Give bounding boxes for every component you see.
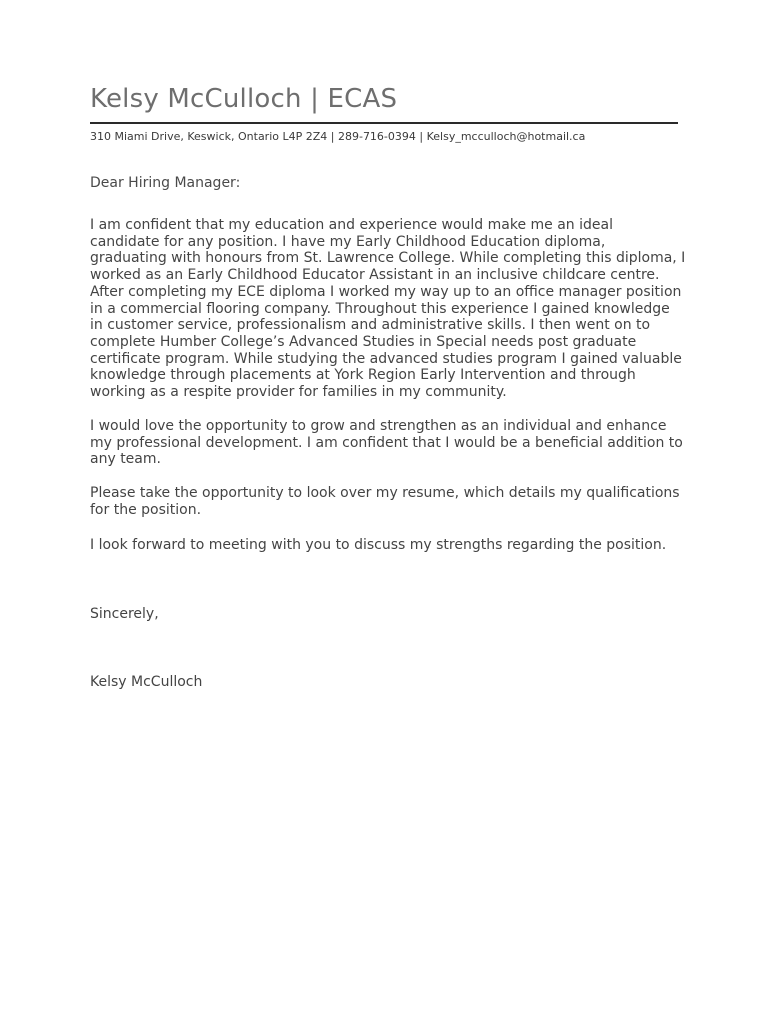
body-line: in a commercial flooring company. Throughout this experience I gained knowledge xyxy=(90,300,670,317)
closing: Sincerely, xyxy=(90,606,159,622)
body-line: graduating with honours from St. Lawrence College. While completing this diploma, I xyxy=(90,250,686,267)
body-line: for the position. xyxy=(90,501,202,518)
body-line: working as a respite provider for families in my community. xyxy=(90,384,507,401)
body-line: my professional development. I am confident that I would be a beneficial addition to xyxy=(90,434,683,451)
body-line: worked as an Early Childhood Educator Assistant in an inclusive childcare centre. xyxy=(90,267,660,284)
signature-name: Kelsy McCulloch xyxy=(90,674,203,690)
body-paragraph-2 xyxy=(90,418,686,468)
body-line: complete Humber College’s Advanced Studies in Special needs post graduate xyxy=(90,333,637,350)
body-line: I am confident that my education and experience would make me an ideal xyxy=(90,217,613,233)
contact-details: 310 Miami Drive, Keswick, Ontario L4P 2Z4 | 289-716-0394 | Kelsy_mcculloch@hotmail.ca xyxy=(90,130,586,143)
body-line: Please take the opportunity to look over my resume, which details my qualifications xyxy=(90,485,680,501)
body-line: I look forward to meeting with you to discuss my strengths regarding the position. xyxy=(90,537,667,553)
body-paragraph-1 xyxy=(90,217,686,401)
body-line: candidate for any position. I have my Early Childhood Education diploma, xyxy=(90,233,606,250)
body-line: After completing my ECE diploma I worked my way up to an office manager position xyxy=(90,283,682,300)
letterhead-name: Kelsy McCulloch | ECAS xyxy=(90,84,398,114)
body-line: I would love the opportunity to grow and strengthen as an individual and enhance xyxy=(90,418,667,434)
body-line: certificate program. While studying the advanced studies program I gained valuable xyxy=(90,350,682,367)
letterhead-divider xyxy=(90,122,678,124)
body-line: any team. xyxy=(90,451,161,468)
body-paragraph-4 xyxy=(90,537,686,554)
body-line: in customer service, professionalism and administrative skills. I then went on to xyxy=(90,317,651,334)
body-paragraph-3 xyxy=(90,485,686,518)
body-line: knowledge through placements at York Region Early Intervention and through xyxy=(90,367,636,384)
salutation: Dear Hiring Manager: xyxy=(90,175,241,191)
